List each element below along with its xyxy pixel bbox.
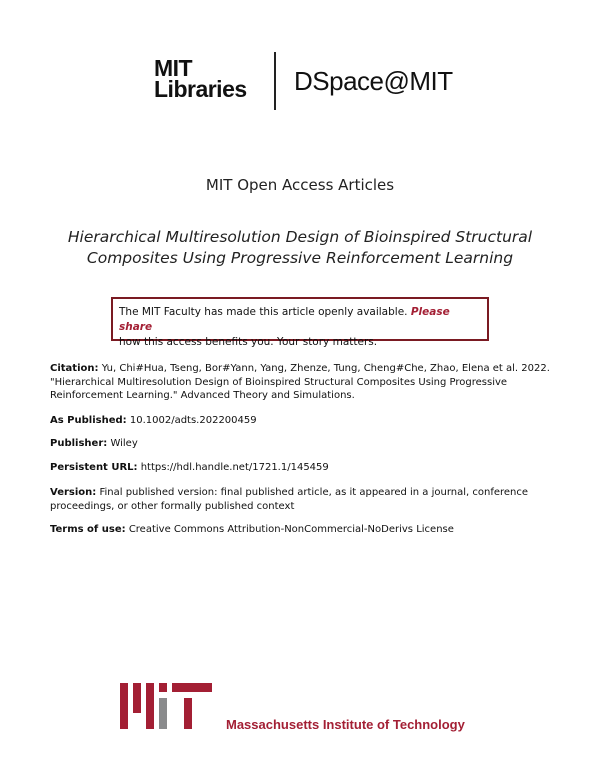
publisher bbox=[50, 437, 550, 451]
persistent-url-link[interactable]: https://hdl.handle.net/1721.1/145459 bbox=[140, 462, 329, 473]
mit-bar-4 bbox=[159, 683, 167, 692]
institution-name: Massachusetts Institute of Technology bbox=[226, 717, 465, 732]
publisher-value: Wiley bbox=[110, 438, 138, 449]
mit-bar-3 bbox=[146, 683, 154, 729]
mit-bar-5 bbox=[159, 698, 167, 729]
logo-divider bbox=[274, 52, 276, 110]
version-label: Version: bbox=[50, 487, 97, 498]
terms-value[interactable]: Creative Commons Attribution-NonCommercial-NoDerivs License bbox=[128, 524, 454, 535]
collection-name: MIT Open Access Articles bbox=[205, 176, 395, 194]
mit-bar-7 bbox=[184, 698, 192, 729]
dspace-logo[interactable]: DSpace@MIT bbox=[294, 66, 453, 96]
mit-bar-2 bbox=[133, 683, 141, 713]
mit-libraries-logo-line1: MIT bbox=[154, 55, 193, 81]
as-published bbox=[50, 414, 550, 428]
mit-bar-6 bbox=[172, 683, 212, 692]
version-value: Final published version: final published article, as it appeared in a journal, conference proceedings, or other formally published context bbox=[50, 487, 529, 512]
mit-bar-1 bbox=[120, 683, 128, 729]
share-box bbox=[111, 297, 489, 348]
publisher-label: Publisher: bbox=[50, 438, 108, 449]
mit-libraries-logo[interactable] bbox=[154, 55, 247, 102]
persistent-url-label: Persistent URL: bbox=[50, 462, 138, 473]
citation-label: Citation: bbox=[50, 363, 99, 374]
article-title: Hierarchical Multiresolution Design of Bioinspired Structural Composites Using Progressive Reinforcement Learning bbox=[67, 228, 533, 267]
share-text-before: The MIT Faculty has made this article openly available. bbox=[119, 306, 411, 318]
citation-value: Yu, Chi#Hua, Tseng, Bor#Yann, Yang, Zhenze, Tung, Cheng#Che, Zhao, Elena et al. 2022. "Hierarchical Multiresolution Design of Bioinspired Structural Composites Using Progressive Reinforcement Learning." Advanced Theory and Simulations. bbox=[50, 363, 550, 401]
mit-bars-logo bbox=[120, 683, 212, 729]
as-published-label: As Published: bbox=[50, 415, 127, 426]
terms-of-use bbox=[50, 523, 550, 537]
mit-footer-logo[interactable] bbox=[120, 683, 500, 733]
citation bbox=[50, 362, 550, 403]
persistent-url bbox=[50, 461, 550, 475]
as-published-value[interactable]: 10.1002/adts.202200459 bbox=[129, 415, 257, 426]
please-share-link[interactable]: Please share bbox=[119, 306, 450, 333]
header-logos bbox=[154, 52, 474, 110]
share-text-after: how this access benefits you. Your story matters. bbox=[119, 336, 378, 348]
version bbox=[50, 486, 550, 513]
mit-libraries-logo-line2: Libraries bbox=[154, 76, 247, 102]
terms-label: Terms of use: bbox=[50, 524, 126, 535]
